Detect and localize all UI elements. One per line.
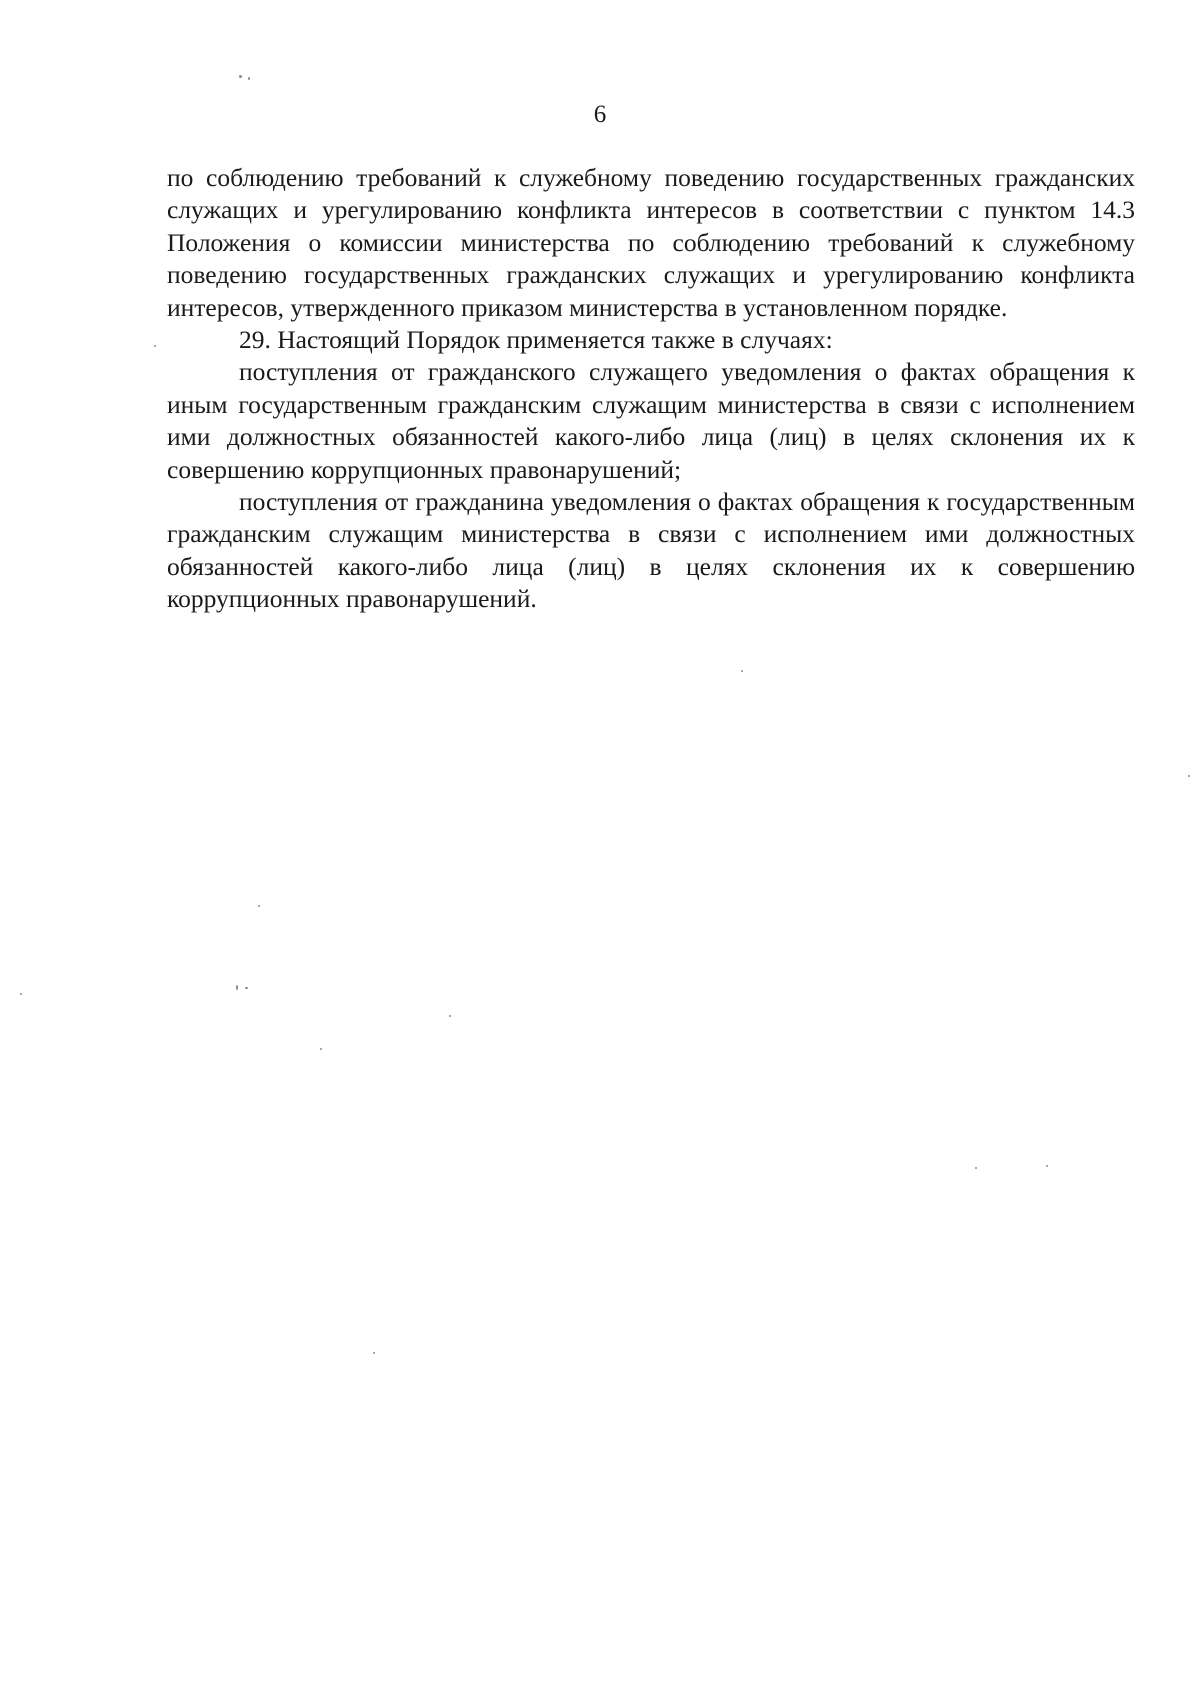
paragraph-item-29: 29. Настоящий Порядок применяется также в случаях: — [239, 325, 833, 355]
scan-speck — [1046, 1165, 1048, 1167]
scan-speck — [320, 1048, 322, 1050]
scan-speck — [248, 77, 250, 80]
document-body — [167, 162, 1135, 616]
scan-speck — [258, 905, 260, 907]
page-number: 6 — [593, 101, 607, 128]
scan-speck — [373, 1352, 375, 1354]
scan-speck — [245, 987, 248, 989]
scan-speck — [154, 345, 156, 347]
scan-speck — [741, 670, 743, 672]
scan-speck — [20, 993, 22, 995]
paragraph-case-civil-servant: поступления от гражданского служащего уведомления о фактах обращения к иным государственным гражданским служащим министерства в связи с исполнением ими должностных обязанностей какого-либо лица (лиц) в целях склонения их к совершению коррупционных правонарушений; — [167, 357, 1135, 484]
scan-speck — [449, 1015, 451, 1017]
scan-speck — [236, 985, 238, 990]
paragraph-continuation: по соблюдению требований к служебному поведению государственных гражданских служащих и урегулированию конфликта интересов в соответствии с пунктом 14.3 Положения о комиссии министерства по соблюдению требований к служебному поведению государственных гражданских служащих и урегулированию конфликта интересов, утвержденного приказом министерства в установленном порядке. — [167, 163, 1135, 322]
scan-speck — [1188, 775, 1190, 777]
paragraph-case-citizen: поступления от гражданина уведомления о фактах обращения к государственным гражданским служащим министерства в связи с исполнением ими должностных обязанностей какого-либо лица (лиц) в целях склонения их к совершению коррупционных правонарушений. — [167, 487, 1135, 614]
scan-speck — [975, 1167, 977, 1169]
scan-speck — [239, 75, 242, 78]
